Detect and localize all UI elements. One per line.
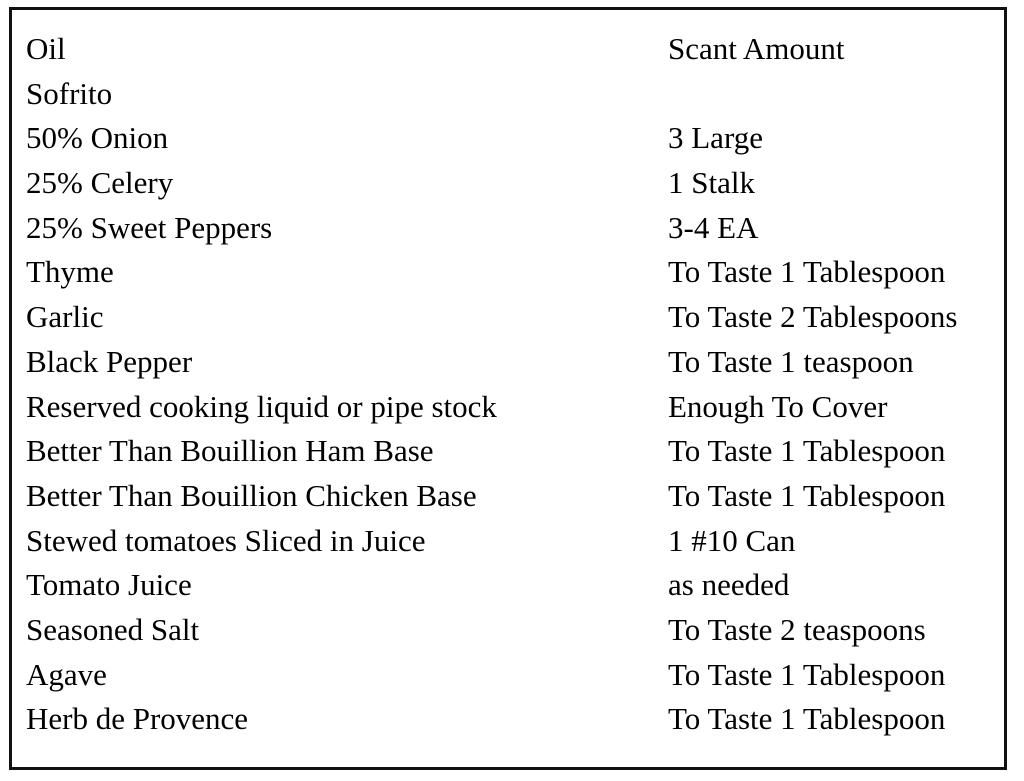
ingredient-amount: To Taste 1 Tablespoon bbox=[668, 254, 946, 290]
table-row bbox=[26, 254, 1004, 299]
ingredient-name: Sofrito bbox=[26, 75, 113, 111]
ingredient-name: Reserved cooking liquid or pipe stock bbox=[26, 388, 497, 424]
ingredient-name: Stewed tomatoes Sliced in Juice bbox=[26, 522, 426, 558]
ingredient-amount: To Taste 1 Tablespoon bbox=[668, 701, 946, 737]
ingredient-amount: 3-4 EA bbox=[668, 209, 759, 245]
table-row bbox=[26, 523, 1004, 568]
table-row bbox=[26, 701, 1004, 746]
ingredient-amount: Scant Amount bbox=[668, 31, 845, 66]
table-row bbox=[26, 299, 1004, 344]
ingredient-amount: 3 Large bbox=[668, 120, 763, 156]
table-row bbox=[26, 567, 1004, 612]
ingredient-amount: 1 #10 Can bbox=[668, 522, 796, 558]
ingredient-amount: To Taste 1 Tablespoon bbox=[668, 656, 946, 692]
table-row bbox=[26, 210, 1004, 255]
ingredient-name: Thyme bbox=[26, 254, 114, 290]
ingredient-amount: To Taste 1 teaspoon bbox=[668, 343, 914, 379]
ingredient-amount: To Taste 1 Tablespoon bbox=[668, 477, 946, 513]
ingredient-name: Black Pepper bbox=[26, 343, 193, 379]
ingredient-amount: 1 Stalk bbox=[668, 165, 755, 201]
table-row bbox=[26, 389, 1004, 434]
table-row bbox=[26, 165, 1004, 210]
table-row bbox=[26, 120, 1004, 165]
ingredient-name: 50% Onion bbox=[26, 120, 169, 156]
ingredient-amount: To Taste 2 teaspoons bbox=[668, 611, 926, 647]
ingredient-amount: as needed bbox=[668, 567, 790, 603]
ingredient-rows bbox=[26, 31, 1004, 746]
ingredient-name: Tomato Juice bbox=[26, 567, 192, 603]
ingredient-name: Oil bbox=[26, 31, 66, 66]
recipe-ingredient-table bbox=[9, 7, 1007, 770]
ingredient-name: Better Than Bouillion Chicken Base bbox=[26, 477, 477, 513]
ingredient-name: Agave bbox=[26, 656, 107, 692]
table-row bbox=[26, 657, 1004, 702]
ingredient-name: Seasoned Salt bbox=[26, 611, 200, 647]
ingredient-name: 25% Celery bbox=[26, 165, 174, 201]
ingredient-amount bbox=[668, 76, 1004, 121]
ingredient-amount: To Taste 2 Tablespoons bbox=[668, 299, 958, 335]
table-row bbox=[26, 612, 1004, 657]
ingredient-name: Garlic bbox=[26, 299, 104, 335]
ingredient-name: Herb de Provence bbox=[26, 701, 249, 737]
ingredient-name: 25% Sweet Peppers bbox=[26, 209, 273, 245]
table-row bbox=[26, 433, 1004, 478]
table-row bbox=[26, 478, 1004, 523]
ingredient-amount: To Taste 1 Tablespoon bbox=[668, 433, 946, 469]
table-row bbox=[26, 31, 1004, 76]
ingredient-amount: Enough To Cover bbox=[668, 388, 888, 424]
ingredient-name: Better Than Bouillion Ham Base bbox=[26, 433, 434, 469]
table-row bbox=[26, 76, 1004, 121]
table-row bbox=[26, 344, 1004, 389]
